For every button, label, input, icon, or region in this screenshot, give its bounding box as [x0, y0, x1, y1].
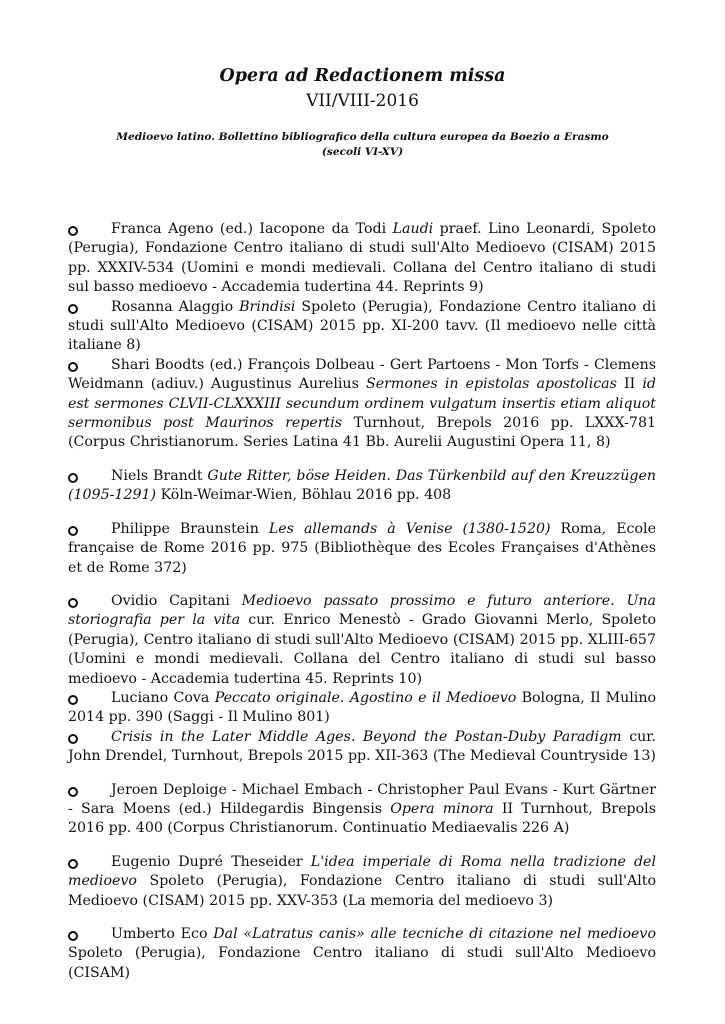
entry-title-text: Gute Ritter, böse Heiden. Das Türkenbild auf den Kreuzzügen (1095-1291) — [68, 467, 656, 504]
entry-text: Spoleto (Perugia), Fondazione Centro italiano di studi sull'Alto Medioevo (CISAM) 2015 pp. XI-200 tavv. (Il medioevo nelle città italiane 8) — [68, 298, 656, 354]
circle-bullet-icon — [68, 526, 78, 536]
entry-title-text: Sermones in epistolas apostolicas — [365, 376, 617, 393]
entry-text: Spoleto (Perugia), Fondazione Centro italiano di studi sull'Alto Medioevo (CISAM) — [68, 945, 656, 981]
entry-text: Eugenio Dupré Theseider — [111, 853, 311, 870]
circle-bullet-icon — [68, 787, 78, 797]
entry-text: Philippe Braunstein — [111, 520, 269, 537]
entry-text: Spoleto (Perugia), Fondazione Centro italiano di studi sull'Alto Medioevo (CISAM) 2015 pp. XXV-353 (La memoria del medioevo 3) — [68, 873, 656, 909]
circle-bullet-icon — [68, 362, 78, 372]
bibliography-entry — [68, 925, 656, 983]
subtitle-line: Medioevo latino. Bollettino bibliografico della cultura europea da Boezio a Erasmo — [116, 131, 609, 143]
circle-bullet-icon — [68, 859, 78, 869]
entry-title-text: Medioevo passato prossimo e futuro anteriore. Una storiografia per la vita — [68, 592, 656, 629]
subtitle-line: (secoli VI-XV) — [321, 146, 404, 158]
entry-title-text: Peccato originale. Agostino e il Medioevo — [214, 689, 517, 706]
entry-text: cur. John Drendel, Turnhout, Brepols 2015 pp. XII-363 (The Medieval Countryside 13) — [68, 728, 657, 765]
entry-text: Rosanna Alaggio — [111, 298, 240, 315]
bibliography-entry — [68, 728, 656, 767]
entry-text: Niels Brandt — [111, 467, 208, 484]
entry-text: Luciano Cova — [111, 689, 215, 706]
entry-text: Shari Boodts (ed.) François Dolbeau - Gert Partoens - Mon Torfs - Clemens Weidmann (adiuv.) Augustinus Aurelius — [68, 356, 656, 393]
entry-text: Köln-Weimar-Wien, Böhlau 2016 pp. 408 — [156, 487, 452, 504]
entry-title-text: Crisis in the Later Middle Ages. Beyond the Postan-Duby Paradigm — [111, 728, 622, 745]
circle-bullet-icon — [68, 931, 78, 941]
bibliography-entry — [68, 298, 656, 356]
page-title: Opera ad Redactionem missa — [219, 66, 506, 86]
entry-text: cur. Enrico Menestò - Grado Giovanni Merlo, Spoleto (Perugia), Centro italiano di studi sull'Alto Medioevo (CISAM) 2015 pp. XLIII-657 (Uomini e mondi medievali. Collana del Centro italiano di studi sul basso medioevo - Accademia tudertina 45. Reprints 10) — [68, 612, 656, 687]
circle-bullet-icon — [68, 304, 78, 314]
bibliography-entry — [68, 220, 656, 298]
entry-title-text: Brindisi — [239, 298, 296, 315]
circle-bullet-icon — [68, 598, 78, 608]
bibliography-entry — [68, 520, 656, 578]
entry-text: Roma, Ecole française de Rome 2016 pp. 975 (Bibliothèque des Ecoles Françaises d'Athènes et de Rome 372) — [68, 520, 656, 576]
entry-title-text: Dal «Latratus canis» alle tecniche di citazione nel medioevo — [213, 926, 656, 942]
bibliography-entry — [68, 467, 656, 506]
entry-text: Umberto Eco — [111, 926, 214, 942]
bibliography-entry — [68, 689, 656, 728]
entry-title-text: Opera minora — [390, 800, 494, 817]
circle-bullet-icon — [68, 473, 78, 483]
bibliography-entry — [68, 356, 656, 453]
bibliography-entry — [68, 781, 656, 839]
circle-bullet-icon — [68, 226, 78, 236]
issue-number: VII/VIII-2016 — [306, 91, 419, 111]
entry-title-text: Les allemands à Venise (1380-1520) — [268, 520, 551, 537]
entry-text: II Turnhout, Brepols 2016 pp. 400 (Corpus Christianorum. Continuatio Mediaevalis 226 A) — [68, 800, 656, 837]
circle-bullet-icon — [68, 734, 78, 744]
entry-text: Ovidio Capitani — [111, 592, 242, 609]
entry-text: Turnhout, Brepols 2016 pp. LXXX-781 (Corpus Christianorum. Series Latina 41 Bb. Aurelii Augustini Opera 11, 8) — [68, 415, 657, 451]
bibliography-entry — [68, 592, 656, 689]
entry-title-text: id est sermones CLVII-CLXXXIII secundum ordinem vulgatum insertis etiam aliquot sermonibus post Maurinos repertis — [68, 376, 657, 432]
bibliography-entry — [68, 853, 656, 911]
entry-text: praef. Lino Leonardi, Spoleto (Perugia), Fondazione Centro italiano di studi sull'Alto Medioevo (CISAM) 2015 pp. XXXIV-534 (Uomini e mondi medievali. Collana del Centro italiano di studi sul basso medioevo - Accademia tudertina 44. Reprints 9) — [68, 221, 656, 296]
entry-text: Jeroen Deploige - Michael Embach - Christopher Paul Evans - Kurt Gärtner - Sara Moens (ed.) Hildegardis Bingensis — [68, 781, 656, 817]
bibliography-list — [68, 220, 656, 983]
page-subtitle — [80, 130, 645, 160]
entry-text: Bologna, Il Mulino 2014 pp. 390 (Saggi - Il Mulino 801) — [68, 689, 657, 726]
entry-text: Franca Ageno (ed.) Iacopone da Todi — [111, 221, 393, 237]
circle-bullet-icon — [68, 695, 78, 705]
entry-text: II — [616, 376, 643, 393]
entry-title-text: L'idea imperiale di Roma nella tradizione del medioevo — [68, 853, 656, 890]
entry-title-text: Laudi — [392, 221, 434, 237]
